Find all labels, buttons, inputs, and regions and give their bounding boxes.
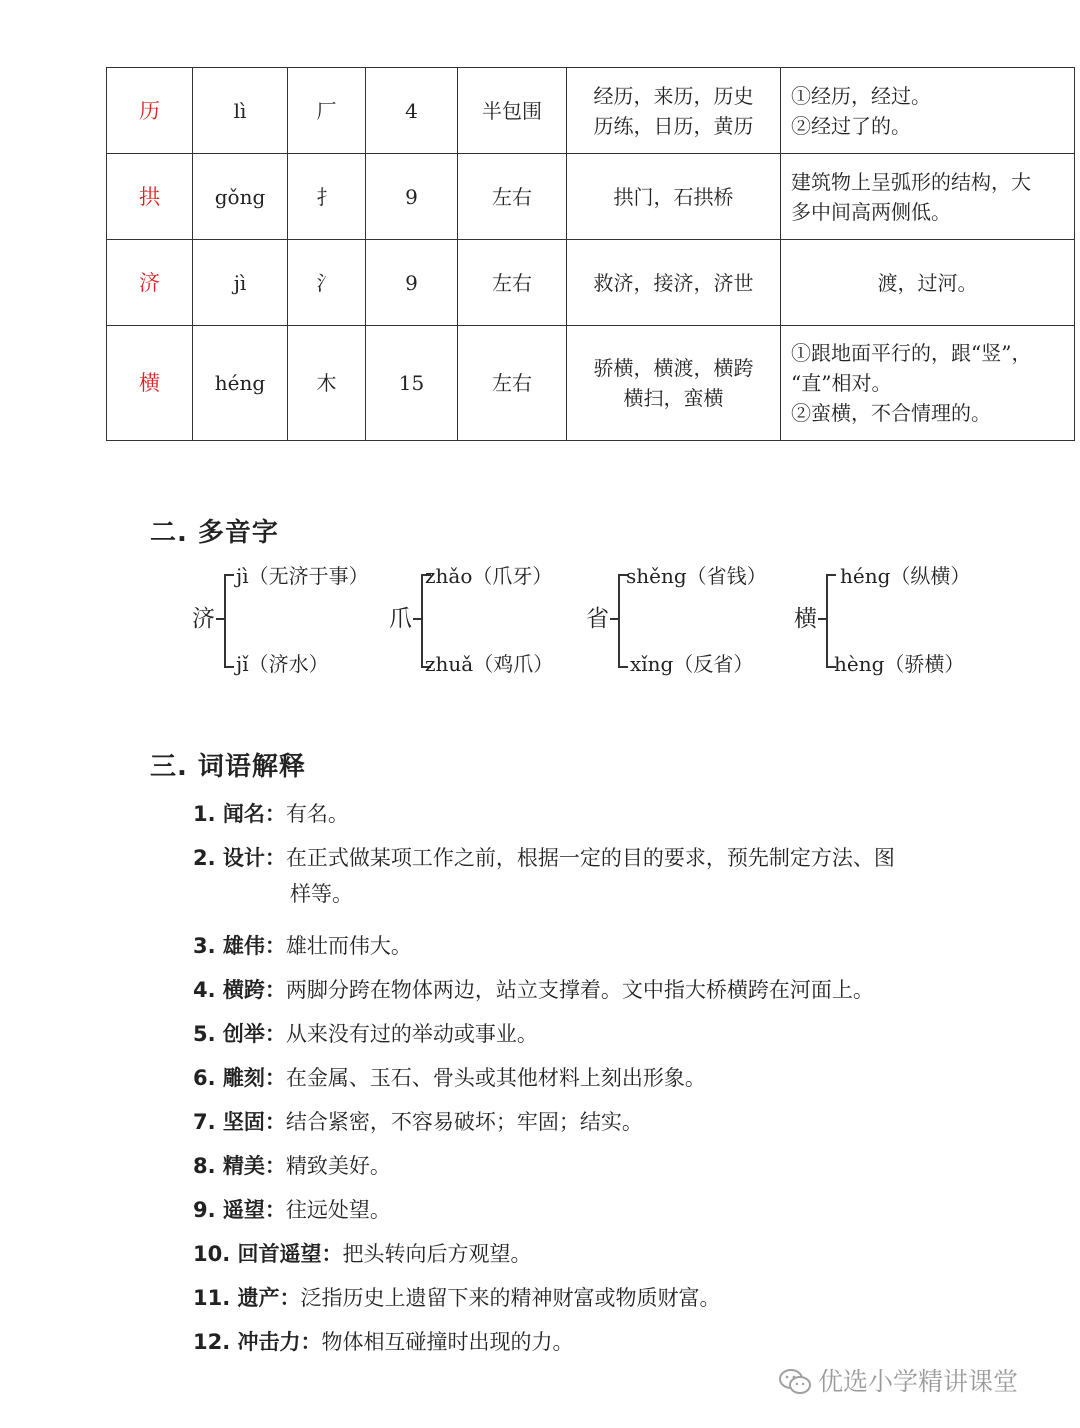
meaning-cell [781, 68, 1075, 154]
words-line: 历练，日历，黄历 [593, 113, 754, 138]
definition-item [193, 1104, 643, 1140]
polyphonic-char: 横 [794, 606, 817, 632]
words-cell [567, 240, 781, 326]
strokes-cell: 9 [366, 240, 458, 326]
definition-term: 6. 雕刻： [193, 1066, 286, 1090]
definition-text: 在金属、玉石、骨头或其他材料上刻出形象。 [285, 1066, 706, 1090]
brace-tick [818, 618, 826, 620]
definition-term: 3. 雄伟： [193, 934, 286, 958]
definition-text-continued: 样等。 [290, 882, 353, 906]
polyphonic-char: 省 [586, 606, 609, 632]
definition-term: 7. 坚固： [193, 1110, 286, 1134]
meaning-cell [781, 326, 1075, 441]
pinyin-cell: gǒng [193, 154, 288, 240]
watermark [778, 1362, 1018, 1398]
reading-top: shěng（省钱） [626, 564, 767, 588]
brace-tick [610, 618, 618, 620]
strokes-cell: 9 [366, 154, 458, 240]
meaning-line: ②蛮横，不合情理的。 [791, 401, 991, 425]
words-line: 横扫，蛮横 [623, 386, 724, 410]
table-row [107, 326, 1075, 441]
reading-top: jì（无济于事） [236, 564, 369, 588]
char-cell: 拱 [107, 154, 193, 240]
meaning-line: ①跟地面平行的，跟“竖”， [791, 341, 1032, 365]
definition-term: 9. 遥望： [193, 1198, 286, 1222]
definition-term: 2. 设计： [193, 846, 286, 870]
definition-item [193, 1280, 721, 1316]
definition-text: 物体相互碰撞时出现的力。 [321, 1330, 574, 1354]
definition-text: 有名。 [285, 802, 349, 826]
pinyin-cell: lì [193, 68, 288, 154]
table-row [107, 154, 1075, 240]
definition-text: 结合紧密，不容易破坏；牢固；结实。 [285, 1110, 643, 1134]
structure-cell: 左右 [458, 154, 567, 240]
definition-text: 往远处望。 [285, 1198, 391, 1222]
definition-text: 精致美好。 [285, 1154, 391, 1178]
definition-term: 12. 冲击力： [193, 1330, 322, 1354]
definition-item [193, 1016, 538, 1052]
definition-term: 8. 精美： [193, 1154, 286, 1178]
definition-text: 泛指历史上遗留下来的精神财富或物质财富。 [300, 1286, 721, 1310]
definition-item [193, 796, 349, 832]
radical-cell: 扌 [288, 154, 366, 240]
definition-text: 雄壮而伟大。 [285, 934, 412, 958]
radical-cell: 氵 [288, 240, 366, 326]
strokes-cell: 15 [366, 326, 458, 441]
words-cell [567, 154, 781, 240]
definition-term: 10. 回首遥望： [193, 1242, 343, 1266]
reading-bottom: hèng（骄横） [834, 652, 965, 676]
definition-item [193, 1192, 391, 1228]
char-cell: 济 [107, 240, 193, 326]
reading-bottom: jǐ（济水） [236, 652, 329, 676]
pinyin-cell: héng [193, 326, 288, 441]
pinyin-cell: jì [193, 240, 288, 326]
words-cell [567, 326, 781, 441]
definition-item [193, 1324, 574, 1360]
definition-term: 11. 遗产： [193, 1286, 301, 1310]
table-row [107, 68, 1075, 154]
reading-bottom: xǐng（反省） [630, 652, 754, 676]
meaning-line: “直”相对。 [791, 371, 892, 395]
wechat-icon [778, 1368, 812, 1396]
watermark-text: 优选小学精讲课堂 [818, 1367, 1019, 1396]
character-table [106, 67, 1075, 441]
structure-cell: 左右 [458, 326, 567, 441]
radical-cell: 厂 [288, 68, 366, 154]
words-line: 救济，接济，济世 [593, 270, 754, 295]
definition-term: 4. 横跨： [193, 978, 286, 1002]
meaning-line: ①经历，经过。 [791, 83, 931, 108]
definition-item [193, 1148, 391, 1184]
polyphonic-char: 济 [192, 606, 215, 632]
words-line: 骄横，横渡，横跨 [593, 356, 754, 380]
definition-text: 两脚分跨在物体两边，站立支撑着。文中指大桥横跨在河面上。 [285, 978, 874, 1002]
definition-item [193, 928, 412, 964]
definition-term: 1. 闻名： [193, 802, 286, 826]
definition-item [193, 972, 874, 1008]
reading-bottom: zhuǎ（鸡爪） [425, 652, 554, 676]
definition-item [193, 840, 895, 912]
meaning-line: 建筑物上呈弧形的结构，大 [791, 169, 1031, 194]
meaning-cell [781, 240, 1075, 326]
structure-cell: 半包围 [458, 68, 567, 154]
words-line: 拱门，石拱桥 [613, 184, 734, 209]
radical-cell: 木 [288, 326, 366, 441]
section-heading-polyphonic: 二. 多音字 [150, 518, 279, 548]
words-cell [567, 68, 781, 154]
brace-tick [413, 618, 421, 620]
char-cell: 历 [107, 68, 193, 154]
definition-item [193, 1236, 532, 1272]
polyphonic-char: 爪 [389, 606, 412, 632]
meaning-cell [781, 154, 1075, 240]
structure-cell: 左右 [458, 240, 567, 326]
definition-text: 从来没有过的举动或事业。 [285, 1022, 538, 1046]
reading-top: zhǎo（爪牙） [425, 564, 553, 588]
definition-term: 5. 创举： [193, 1022, 286, 1046]
char-cell: 横 [107, 326, 193, 441]
meaning-line: 多中间高两侧低。 [791, 199, 951, 224]
definition-text: 把头转向后方观望。 [342, 1242, 532, 1266]
reading-top: héng（纵横） [840, 564, 971, 588]
brace-tick [216, 618, 224, 620]
brace [224, 574, 234, 668]
meaning-line: 渡，过河。 [877, 270, 978, 295]
meaning-line: ②经过了的。 [791, 113, 911, 138]
definition-text: 在正式做某项工作之前，根据一定的目的要求，预先制定方法、图 [285, 846, 895, 870]
definition-item [193, 1060, 706, 1096]
words-line: 经历，来历，历史 [593, 83, 754, 108]
strokes-cell: 4 [366, 68, 458, 154]
table-row [107, 240, 1075, 326]
section-heading-vocabulary: 三. 词语解释 [150, 752, 306, 782]
